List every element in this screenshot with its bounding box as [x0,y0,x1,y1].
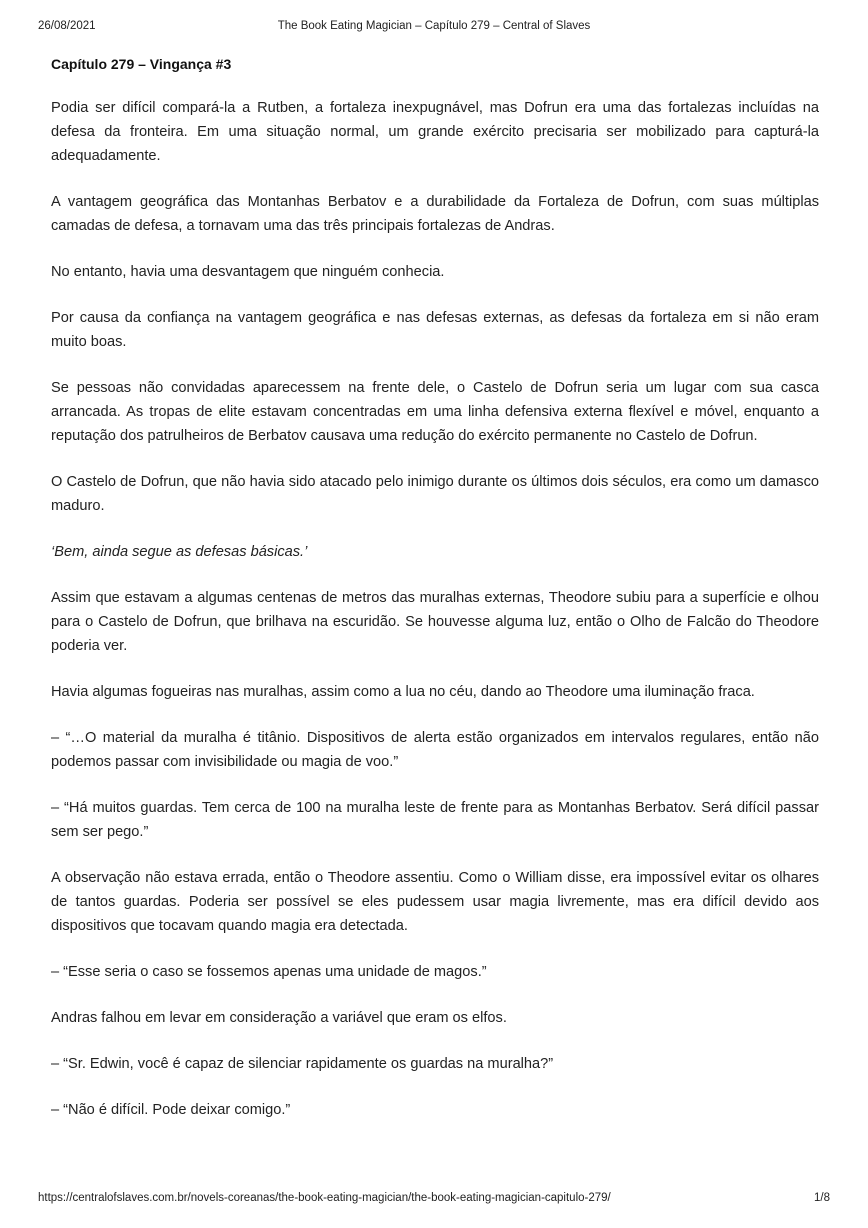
page-number: 1/8 [814,1192,830,1204]
dialogue-paragraph: – “Não é difícil. Pode deixar comigo.” [51,1102,291,1118]
dialogue-paragraph: – “Esse seria o caso se fossemos apenas uma unidade de magos.” [51,964,487,980]
print-header [0,20,868,36]
dialogue-paragraph: – “Há muitos guardas. Tem cerca de 100 na muralha leste de frente para as Montanhas Berbatov. Será difícil passar sem ser pego.” [51,800,819,840]
paragraph: Se pessoas não convidadas aparecessem na frente dele, o Castelo de Dofrun seria um lugar com sua casca arrancada. As tropas de elite estavam concentradas em uma linha defensiva externa flexível e móvel, enquanto a reputação dos patrulheiros de Berbatov causava uma redução do exército permanente no Castelo de Dofrun. [51,380,819,444]
paragraph: A vantagem geográfica das Montanhas Berbatov e a durabilidade da Fortaleza de Dofrun, com suas múltiplas camadas de defesa, a tornavam uma das três principais fortalezas de Andras. [51,194,819,234]
chapter-title: Capítulo 279 – Vingança #3 [51,56,232,72]
article-body [51,54,819,1144]
dialogue-paragraph: – “…O material da muralha é titânio. Dispositivos de alerta estão organizados em intervalos regulares, então não podemos passar com invisibilidade ou magia de voo.” [51,730,819,770]
print-date: 26/08/2021 [38,20,96,32]
paragraph: Andras falhou em levar em consideração a variável que eram os elfos. [51,1010,507,1026]
paragraph: Havia algumas fogueiras nas muralhas, assim como a lua no céu, dando ao Theodore uma iluminação fraca. [51,684,755,700]
paragraph: A observação não estava errada, então o Theodore assentiu. Como o William disse, era impossível evitar os olhares de tantos guardas. Poderia ser possível se eles pudessem usar magia livremente, mas era difícil devido aos dispositivos que tocavam quando magia era detectada. [51,870,819,934]
paragraph: Por causa da confiança na vantagem geográfica e nas defesas externas, as defesas da fortaleza em si não eram muito boas. [51,310,819,350]
paragraph: Podia ser difícil compará-la a Rutben, a fortaleza inexpugnável, mas Dofrun era uma das fortalezas incluídas na defesa da fronteira. Em uma situação normal, um grande exército precisaria ser mobilizado para capturá-la adequadamente. [51,100,819,164]
italic-thought-paragraph: ‘Bem, ainda segue as defesas básicas.’ [51,544,308,560]
dialogue-paragraph: – “Sr. Edwin, você é capaz de silenciar rapidamente os guardas na muralha?” [51,1056,554,1072]
page-url: https://centralofslaves.com.br/novels-coreanas/the-book-eating-magician/the-book-eating-magician-capitulo-279/ [38,1192,611,1204]
print-footer [0,1192,868,1208]
document-title: The Book Eating Magician – Capítulo 279 – Central of Slaves [277,20,591,32]
paragraph: O Castelo de Dofrun, que não havia sido atacado pelo inimigo durante os últimos dois séculos, era como um damasco maduro. [51,474,819,514]
paragraph: No entanto, havia uma desvantagem que ninguém conhecia. [51,264,445,280]
paragraph: Assim que estavam a algumas centenas de metros das muralhas externas, Theodore subiu para a superfície e olhou para o Castelo de Dofrun, que brilhava na escuridão. Se houvesse alguma luz, então o Olho de Falcão do Theodore poderia ver. [51,590,819,654]
